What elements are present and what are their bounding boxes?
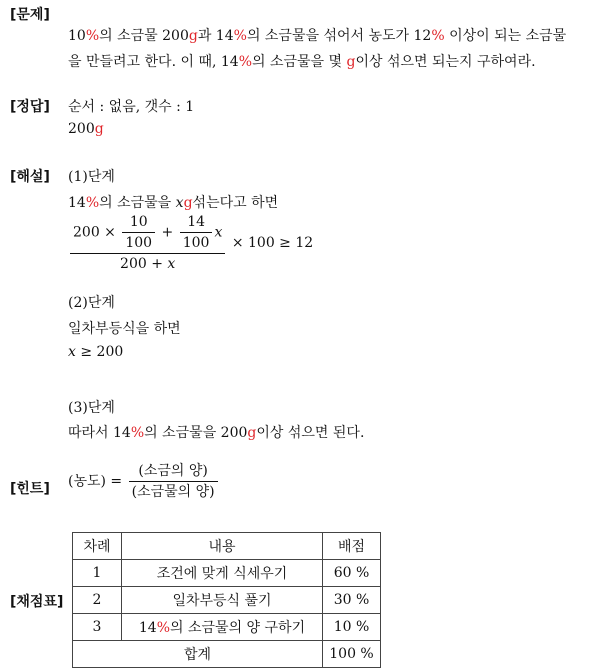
hint-formula: (농도) = $\frac{\text{(소금의 양)}}{\text{(소금물의 양)}}$	[68, 463, 220, 500]
hint-label: [힌트]	[10, 481, 50, 497]
answer-line-2: 200g	[68, 121, 104, 137]
problem-line-2: 을 만들려고 한다. 이 때, 14%의 소금물을 몇 g이상 섞으면 되는지 구하여라.	[68, 54, 536, 70]
step1-text: 14%의 소금물을 xg섞는다고 하면	[68, 195, 279, 211]
answer-label: [정답]	[10, 99, 50, 115]
explanation-label: [해설]	[10, 169, 50, 185]
row-score: 10 %	[323, 614, 381, 641]
answer-line-1: 순서 : 없음, 갯수 : 1	[68, 99, 195, 115]
rubric-label: [채점표]	[10, 594, 64, 610]
rubric-table	[72, 532, 381, 668]
total-score: 100 %	[323, 641, 381, 668]
equation: 200 × $\frac{10}{100}$ + $\frac{14}{100}$ x 200 + x × 100 ≥ 12	[68, 214, 313, 272]
table-row	[73, 560, 381, 587]
row-no: 1	[73, 560, 122, 587]
step1-title: (1)단계	[68, 169, 115, 185]
step2-inequality: x ≥ 200	[68, 344, 124, 360]
row-no: 3	[73, 614, 122, 641]
equation-main-fraction: 200 × $\frac{10}{100}$ + $\frac{14}{100}$ x 200 + x	[70, 214, 225, 272]
row-content: 14%의 소금물의 양 구하기	[122, 614, 323, 641]
row-score: 30 %	[323, 587, 381, 614]
table-row	[73, 614, 381, 641]
header-score: 배점	[323, 533, 381, 560]
header-content: 내용	[122, 533, 323, 560]
table-row	[73, 587, 381, 614]
row-score: 60 %	[323, 560, 381, 587]
step3-title: (3)단계	[68, 400, 115, 416]
row-content: 일차부등식 풀기	[122, 587, 323, 614]
header-order: 차례	[73, 533, 122, 560]
problem-label: [문제]	[10, 7, 50, 23]
table-header-row	[73, 533, 381, 560]
step3-text: 따라서 14%의 소금물을 200g이상 섞으면 된다.	[68, 425, 365, 441]
total-label: 합계	[73, 641, 323, 668]
table-total-row	[73, 641, 381, 668]
row-no: 2	[73, 587, 122, 614]
step2-text: 일차부등식을 하면	[68, 321, 181, 337]
row-content: 조건에 맞게 식세우기	[122, 560, 323, 587]
problem-line-1: 10%의 소금물 200g과 14%의 소금물을 섞어서 농도가 12% 이상이 되는 소금물	[68, 28, 567, 44]
step2-title: (2)단계	[68, 295, 115, 311]
